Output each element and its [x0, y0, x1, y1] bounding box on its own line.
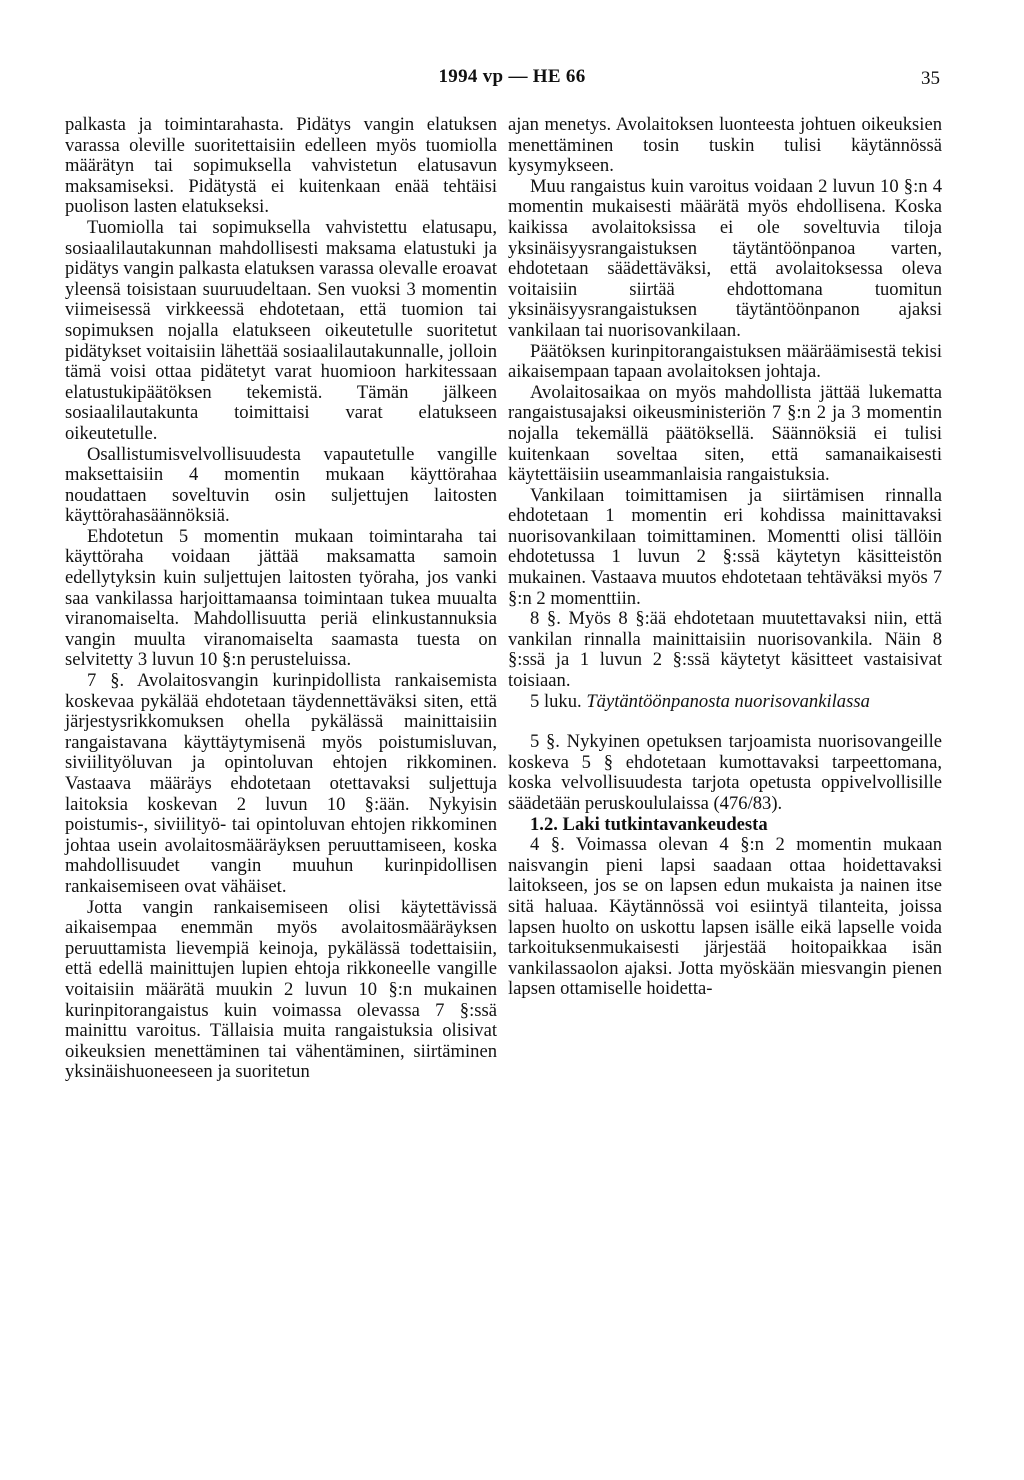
- right-column: [508, 115, 942, 1000]
- paragraph: Tuomiolla tai sopimuksella vahvistettu elatusapu, sosiaalilautakunnan mahdollisesti maksama elatustuki ja pidätys vangin palkasta elatuksen varassa olevalle eroavat yleensä toisistaan suuruudeltaan. Sen vuoksi 3 momentin viimeisessä virkkeessä ehdotetaan, että tuomion tai sopimuksen nojalla elatukseen oikeutetulle suoritetut pidätykset voitaisiin lähettää sosiaalilautakunnalle, jolloin tämä voisi ottaa pidätetyt varat huomioon harkitessaan elatustukipäätöksen tekemistä. Tämän jälkeen sosiaalilautakunta toimittaisi varat elatukseen oikeutetulle.: [65, 216, 497, 444]
- paragraph: Vankilaan toimittamisen ja siirtämisen rinnalla ehdotetaan 1 momentin eri kohdissa mainittavaksi nuorisovankilaan toimittaminen. Momentti olisi tällöin ehdotetussa 1 luvun 2 §:ssä käytetyn käsitteistön mukainen. Vastaava muutos ehdotetaan tehtäväksi myös 7 §:n 2 momenttiin.: [508, 484, 942, 609]
- chapter-heading: [508, 692, 942, 713]
- section-heading: 1.2. Laki tutkintavankeudesta: [530, 813, 768, 835]
- paragraph: Jotta vangin rankaisemiseen olisi käytettävissä aikaisempaa enemmän myös avolaitosmääräyksen peruuttamista lievempiä keinoja, pykälässä todettaisiin, että edellä mainittujen lupien ehtoja rikkoneelle vangille voitaisiin määrätä muukin 2 luvun 10 §:n mukainen kurinpitorangaistus kuin voimassa olevassa 7 §:ssä mainittu varoitus. Tällaisia muita rangaistuksia olisivat oikeuksien menettäminen tai vähentäminen, siirtäminen yksinäishuoneeseen ja suoritetun: [65, 896, 497, 1083]
- paragraph: 4 §. Voimassa olevan 4 §:n 2 momentin mukaan naisvangin pieni lapsi saadaan ottaa hoidettavaksi laitokseen, jos se on lapsen edun mukaista ja nainen itse sitä haluaa. Käytännössä voi esiintyä tilanteita, joissa lapsen huolto on uskottu lapsen isälle eikä lapselle voida tarkoituksenmukaisesti järjestää hoitopaikkaa isän vankilassaolon ajaksi. Jotta myöskään miesvangin pienen lapsen ottamiselle hoidetta-: [508, 834, 942, 1000]
- running-header: 1994 vp — HE 66: [438, 66, 586, 87]
- paragraph: ajan menetys. Avolaitoksen luonteesta johtuen oikeuksien menettäminen tosin tuskin tulisi käytännössä kysymykseen.: [508, 114, 942, 177]
- paragraph: 7 §. Avolaitosvangin kurinpidollista rankaisemista koskevaa pykälää ehdotetaan täydennettäväksi siten, että järjestysrikkomuksen ohella pykälässä mainittaisiin rangaistavana käyttäytymisenä myös poistumisluvan, siviilityöluvan ja opintoluvan ehtojen rikkominen. Vastaava määräys ehdotetaan otettavaksi suljettuja laitoksia koskevan 2 luvun 10 §:ään. Nykyisin poistumis-, siviilityö- tai opintoluvan ehtojen rikkominen johtaa usein avolaitosmääräyksen peruuttamiseen, koska mahdollisuudet vangin muuhun kurinpidollisen rankaisemiseen ovat vähäiset.: [65, 670, 497, 897]
- paragraph: 8 §. Myös 8 §:ää ehdotetaan muutettavaksi niin, että vankilan rinnalla mainittaisiin nuorisovankila. Näin 8 §:ssä ja 1 luvun 2 §:ssä käytetyt käsitteet vastaisivat toisiaan.: [508, 608, 942, 692]
- chapter-title: Täytäntöönpanosta nuorisovankilassa: [586, 690, 870, 712]
- chapter-number: 5 luku.: [530, 690, 582, 712]
- paragraph: Ehdotetun 5 momentin mukaan toimintaraha tai käyttöraha voidaan jättää maksamatta samoin edellytyksin kuin suljettujen laitosten työraha, jos vanki saa vankilassa harjoittamaansa toimintaan tukea muualta viranomaiselta. Mahdollisuutta periä elinkustannuksia vangin muulta viranomaiselta saamasta tuesta on selvitetty 3 luvun 10 §:n perusteluissa.: [65, 525, 497, 671]
- paragraph: Avolaitosaikaa on myös mahdollista jättää lukematta rangaistusajaksi oikeusministeriön 7 §:n 2 ja 3 momentin nojalla tekemällä päätöksellä. Säännöksiä ei tulisi kuitenkaan soveltaa siten, että samanaikaisesti käytettäisiin useammanlaisia rangaistuksia.: [508, 381, 942, 486]
- paragraph: Osallistumisvelvollisuudesta vapautetulle vangille maksettaisiin 4 momentin mukaan käyttörahaa noudattaen soveltuvin osin suljettujen laitosten käyttörahasäännöksiä.: [65, 443, 497, 527]
- paragraph: 5 §. Nykyinen opetuksen tarjoamista nuorisovangeille koskeva 5 § ehdotetaan kumottavaksi tarpeettomana, koska velvollisuudesta tarjota opetusta oppivelvollisille säädetään peruskoululaissa (476/83).: [508, 731, 942, 814]
- paragraph: Päätöksen kurinpitorangaistuksen määräämisestä tekisi aikaisempaan tapaan avolaitoksen johtaja.: [508, 340, 942, 383]
- paragraph: palkasta ja toimintarahasta. Pidätys vangin elatuksen varassa oleville suoritettaisiin edelleen myös tuomiolla määrätyn tai sopimuksella vahvistetun elatusavun maksamiseksi. Pidätystä ei kuitenkaan enää tehtäisi puolison lasten elatukseksi.: [65, 114, 497, 218]
- page-number: 35: [921, 68, 940, 89]
- left-column: [65, 115, 497, 1083]
- paragraph: Muu rangaistus kuin varoitus voidaan 2 luvun 10 §:n 4 momentin mukaisesti määrätä myös ehdollisena. Koska kaikissa avolaitoksissa ei ole soveltuvia tiloja yksinäisyysrangaistuksen täytäntöönpanoa varten, ehdotetaan säädettäväksi, että avolaitoksessa oleva voitaisiin siirtää ehdottomana tuomitun yksinäisyysrangaistuksen täytäntöönpanon ajaksi vankilaan tai nuorisovankilaan.: [508, 175, 942, 341]
